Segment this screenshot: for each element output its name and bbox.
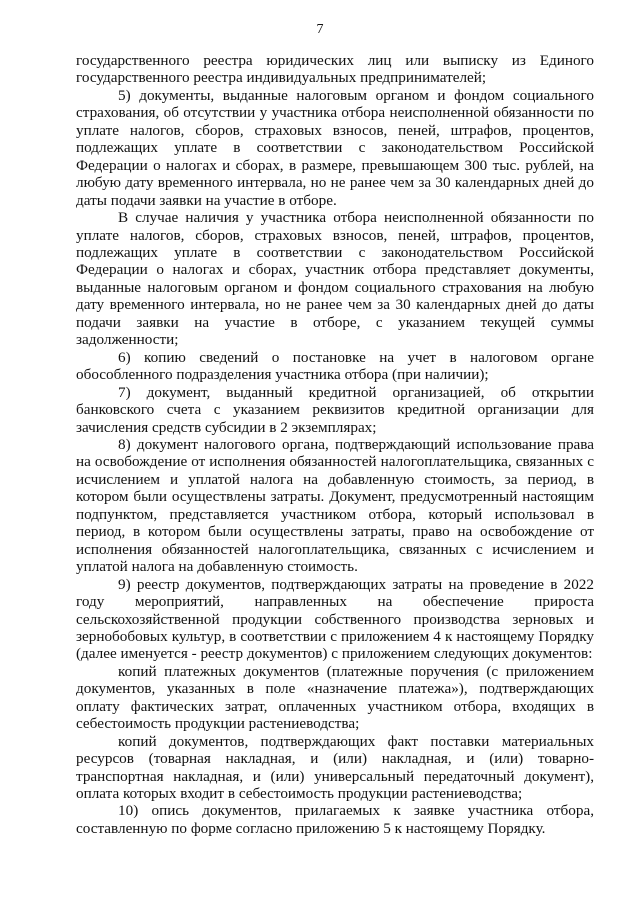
paragraph-item-8: 8) документ налогового органа, подтверждающий использование права на освобождение от исполнения обязанностей налогоплательщика, связанных с исчислением и уплатой налога на добавленную стоимость, за период, в котором были осуществлены затраты. Документ, предусмотренный настоящим подпунктом, представляется участником отбора, который использовал в период, в котором были осуществлены затраты, право на освобождение от исполнения обязанностей налогоплательщика, связанных с исчислением и уплатой налога на добавленную стоимость. [76,435,594,576]
paragraph-item-9: 9) реестр документов, подтверждающих затраты на проведение в 2022 году мероприятий, направленных на обеспечение прироста сельскохозяйственной продукции собственного производства зерновых и зернобобовых культур, в соответствии с приложением 4 к настоящему Порядку (далее именуется - реестр документов) с приложением следующих документов: [76,575,594,663]
page-number: 7 [316,22,324,37]
paragraph-item-5: 5) документы, выданные налоговым органом и фондом социального страхования, об отсутствии у участника отбора неисполненной обязанности по уплате налогов, сборов, страховых взносов, пеней, штрафов, процентов, подлежащих уплате в соответствии с законодательством Российской Федерации о налогах и сборах, в размере, превышающем 300 тыс. рублей, на любую дату временного интервала, но не ранее чем за 30 календарных дней до даты подачи заявки на участие в отборе. [76,86,594,209]
paragraph-item-10: 10) опись документов, прилагаемых к заявке участника отбора, составленную по форме согласно приложению 5 к настоящему Порядку. [76,802,594,837]
paragraph-debt-case: В случае наличия у участника отбора неисполненной обязанности по уплате налогов, сборов, страховых взносов, пеней, штрафов, процентов, подлежащих уплате в соответствии с законодательством Российской Федерации о налогах и сборах, участник отбора представляет документы, выданные налоговым органом и фондом социального страхования на любую дату временного интервала, но не ранее чем за 30 календарных дней до даты подачи заявки на участие в отборе, с указанием текущей суммы задолженности; [76,209,594,349]
paragraph-item-6: 6) копию сведений о постановке на учет в налоговом органе обособленного подразделения участника отбора (при наличии); [76,348,594,384]
paragraph-supply-docs: копий документов, подтверждающих факт поставки материальных ресурсов (товарная накладная, и (или) накладная, и (или) товарно-транспортная накладная, и (или) универсальный передаточный документ), оплата которых входит в себестоимость продукции растениеводства; [76,732,594,803]
paragraph-item-7: 7) документ, выданный кредитной организацией, об открытии банковского счета с указанием реквизитов кредитной организации для зачисления средств субсидии в 2 экземплярах; [76,383,594,436]
paragraph-payment-docs: копий платежных документов (платежные поручения (с приложением документов, указанных в поле «назначение платежа»), подтверждающих оплату фактических затрат, оплаченных участником отбора, входящих в себестоимость продукции растениеводства; [76,662,594,733]
document-body [76,52,594,837]
paragraph-continuation: государственного реестра юридических лиц или выписку из Единого государственного реестра индивидуальных предпринимателей; [76,52,594,87]
